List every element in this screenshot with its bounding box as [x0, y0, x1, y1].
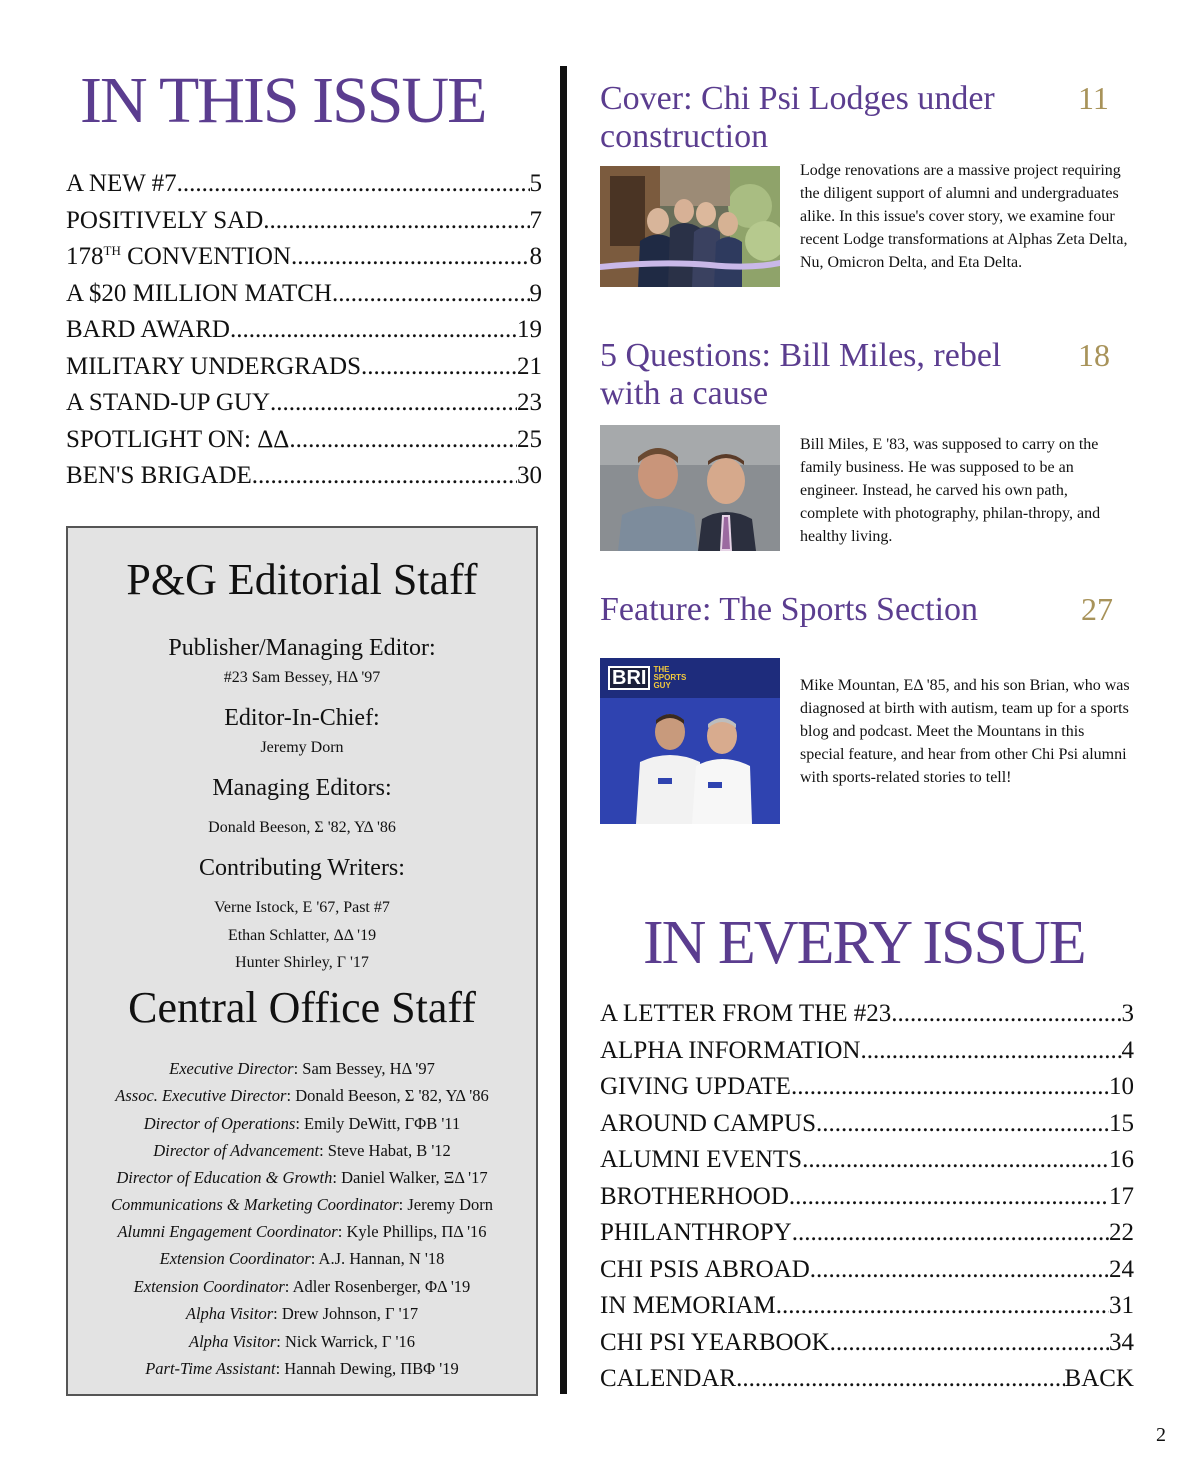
office-staff-name: : Hannah Dewing, ΠΒΦ '19 — [275, 1359, 459, 1378]
logo-sub-line: GUY — [653, 681, 671, 690]
office-staff-row — [68, 1197, 536, 1214]
office-staff-name: : Adler Rosenberger, ΦΔ '19 — [284, 1277, 471, 1296]
in-this-issue-list — [66, 170, 542, 499]
column-divider — [560, 66, 567, 1394]
toc-entry[interactable] — [66, 243, 542, 280]
toc-page: 25 — [517, 425, 542, 453]
office-staff-row — [68, 1116, 536, 1133]
bill-miles-photo[interactable] — [600, 425, 780, 551]
toc-page: 8 — [529, 243, 542, 270]
toc-label: BROTHERHOOD — [600, 1182, 789, 1210]
toc-label-rest: CONVENTION — [120, 243, 291, 270]
toc-entry[interactable] — [66, 207, 542, 244]
toc-entry[interactable] — [66, 389, 542, 426]
office-staff-name: : Daniel Walker, ΞΔ '17 — [332, 1168, 488, 1187]
toc-entry[interactable] — [600, 1110, 1134, 1147]
in-every-issue-list — [600, 1000, 1134, 1402]
logo-main-text: BRI — [608, 666, 650, 690]
sports-guy-photo[interactable] — [600, 658, 780, 824]
feature-title-cover[interactable]: Cover: Chi Psi Lodges under construction — [600, 80, 995, 155]
feature-title-sports-section[interactable]: Feature: The Sports Section — [600, 591, 979, 628]
office-staff-name: : Steve Habat, Β '12 — [319, 1141, 451, 1160]
toc-leader — [891, 1000, 1121, 1028]
office-staff-title: Alpha Visitor — [185, 1304, 274, 1323]
office-staff-title: Alpha Visitor — [189, 1332, 277, 1351]
staff-name: Donald Beeson, Σ '82, ΥΔ '86 — [208, 819, 396, 836]
toc-leader — [810, 1256, 1109, 1284]
toc-label: CALENDAR — [600, 1365, 737, 1392]
toc-leader — [789, 1183, 1109, 1211]
toc-leader — [230, 316, 517, 344]
toc-entry[interactable] — [600, 1292, 1134, 1329]
toc-leader — [263, 207, 529, 235]
feature-summary-cover: Lodge renovations are a massive project requiring the diligent support of alumni and undergraduates alike. In this issue's cover story, we examine four recent Lodge transformations at Alphas Zeta Delta, Nu, Omicron Delta, and Eta Delta. — [800, 162, 1128, 271]
editorial-staff-heading: P&G Editorial Staff — [126, 555, 478, 604]
bill-miles-illustration — [600, 425, 780, 551]
toc-entry[interactable] — [600, 1329, 1134, 1366]
toc-leader — [792, 1219, 1109, 1247]
toc-leader — [860, 1037, 1121, 1065]
toc-entry[interactable] — [66, 426, 542, 463]
toc-label: PHILANTHROPY — [600, 1219, 792, 1246]
toc-page: 9 — [529, 279, 542, 307]
toc-leader — [270, 389, 517, 417]
office-staff-name: : Emily DeWitt, ΓΦΒ '11 — [295, 1114, 461, 1133]
toc-leader — [289, 426, 517, 454]
office-staff-name: : Kyle Phillips, ΠΔ '16 — [337, 1222, 487, 1241]
lodge-ribbon-cutting-illustration — [600, 166, 780, 287]
in-every-issue-heading: IN EVERY ISSUE — [643, 909, 1085, 977]
logo-subtext — [653, 666, 686, 690]
toc-entry[interactable] — [600, 1146, 1134, 1183]
office-staff-title: Communications & Marketing Coordinator — [110, 1195, 399, 1214]
office-staff-row — [68, 1170, 536, 1187]
office-staff-name: : Sam Bessey, HΔ '97 — [293, 1059, 435, 1078]
staff-name: Jeremy Dorn — [260, 739, 344, 756]
staff-name: Verne Istock, E '67, Past #7 — [214, 899, 390, 916]
office-staff-row — [68, 1061, 536, 1078]
toc-leader — [361, 353, 517, 381]
toc-page: 30 — [517, 462, 542, 489]
toc-label: CHI PSI YEARBOOK — [600, 1328, 830, 1356]
toc-label: IN MEMORIAM — [600, 1292, 776, 1319]
toc-leader — [291, 243, 530, 271]
toc-leader — [776, 1292, 1109, 1320]
toc-entry[interactable] — [66, 280, 542, 317]
toc-entry[interactable] — [600, 1256, 1134, 1293]
office-staff-row — [68, 1361, 536, 1378]
toc-label: A LETTER FROM THE #23 — [600, 1000, 892, 1027]
toc-entry[interactable] — [600, 1183, 1134, 1220]
toc-page: 21 — [517, 352, 542, 380]
toc-entry[interactable] — [600, 1073, 1134, 1110]
toc-leader — [332, 280, 530, 308]
toc-page: 22 — [1109, 1219, 1134, 1246]
toc-label: A $20 MILLION MATCH — [66, 279, 332, 307]
office-staff-title: Extension Coordinator — [133, 1277, 285, 1296]
office-staff-row — [68, 1334, 536, 1351]
staff-name: Ethan Schlatter, ΔΔ '19 — [227, 927, 377, 944]
toc-entry[interactable] — [66, 353, 542, 390]
toc-label: BEN'S BRIGADE — [66, 462, 252, 489]
central-office-heading: Central Office Staff — [128, 983, 476, 1032]
office-staff-title: Extension Coordinator — [159, 1249, 311, 1268]
office-staff-row — [68, 1088, 536, 1105]
in-this-issue-heading: IN THIS ISSUE — [80, 64, 486, 137]
toc-page: 17 — [1109, 1182, 1134, 1210]
toc-page: 7 — [529, 206, 542, 234]
toc-page: 19 — [517, 316, 542, 343]
office-staff-name: : Nick Warrick, Γ '16 — [276, 1332, 415, 1351]
toc-leader — [830, 1329, 1109, 1357]
toc-page: 15 — [1109, 1109, 1134, 1137]
toc-label: ALUMNI EVENTS — [600, 1146, 803, 1173]
office-staff-title: Director of Advancement — [153, 1141, 320, 1160]
page-number: 2 — [1156, 1424, 1166, 1446]
toc-entry[interactable] — [600, 1000, 1134, 1037]
feature-page-sports-section: 27 — [1081, 591, 1113, 627]
toc-leader — [802, 1146, 1109, 1174]
toc-leader — [791, 1073, 1109, 1101]
toc-page: 4 — [1121, 1036, 1134, 1064]
office-staff-name: : Donald Beeson, Σ '82, ΥΔ '86 — [286, 1086, 489, 1105]
toc-leader — [177, 170, 530, 198]
office-staff-row — [68, 1251, 536, 1268]
toc-page: 5 — [529, 170, 542, 197]
toc-entry[interactable] — [66, 462, 542, 499]
office-staff-row — [68, 1224, 536, 1241]
feature-summary-5-questions: Bill Miles, E '83, was supposed to carry on the family business. He was supposed to be an engineer. Instead, he carved his own path, complete with photography, philan-thropy, and healthy living. — [800, 436, 1101, 545]
role-heading: Managing Editors: — [212, 775, 392, 801]
staff-name: #23 Sam Bessey, HΔ '97 — [223, 669, 381, 686]
office-staff-name: : A.J. Hannan, N '18 — [310, 1249, 445, 1268]
lodge-ribbon-cutting-photo[interactable] — [600, 166, 780, 287]
office-staff-title: Alumni Engagement Coordinator — [117, 1222, 338, 1241]
toc-label: GIVING UPDATE — [600, 1073, 791, 1100]
logo-sub-line: SPORTS — [653, 673, 687, 682]
toc-page: 16 — [1109, 1146, 1134, 1173]
toc-label: BARD AWARD — [66, 316, 230, 343]
toc-entry[interactable] — [600, 1037, 1134, 1074]
logo-sub-line: THE — [653, 665, 670, 674]
toc-entry[interactable] — [66, 170, 542, 207]
toc-page: 24 — [1109, 1255, 1134, 1283]
toc-entry[interactable] — [600, 1219, 1134, 1256]
staff-box — [66, 526, 538, 1396]
toc-page: 10 — [1109, 1073, 1134, 1100]
toc-label: SPOTLIGHT ON: ΔΔ — [66, 425, 290, 453]
toc-page: 31 — [1109, 1292, 1134, 1319]
staff-name: Hunter Shirley, Γ '17 — [235, 954, 369, 971]
feature-title-5-questions[interactable]: 5 Questions: Bill Miles, rebel with a cause — [600, 337, 1002, 412]
toc-label: AROUND CAMPUS — [600, 1109, 817, 1137]
role-heading: Contributing Writers: — [199, 855, 405, 881]
toc-label: POSITIVELY SAD — [66, 206, 264, 234]
office-staff-title: Part-Time Assistant — [145, 1359, 276, 1378]
role-heading: Publisher/Managing Editor: — [168, 635, 436, 661]
office-staff-row — [68, 1279, 536, 1296]
feature-page-5-questions: 18 — [1078, 337, 1110, 373]
toc-label: ALPHA INFORMATION — [600, 1036, 861, 1064]
toc-page: 34 — [1109, 1328, 1134, 1356]
toc-label: A STAND-UP GUY — [66, 389, 271, 416]
toc-page: 23 — [517, 389, 542, 416]
mountans-illustration — [600, 698, 780, 824]
toc-label: MILITARY UNDERGRADS — [66, 352, 361, 380]
toc-label — [66, 243, 291, 271]
office-staff-name: : Drew Johnson, Γ '17 — [273, 1304, 419, 1323]
toc-leader — [252, 462, 517, 490]
feature-page-cover: 11 — [1078, 80, 1109, 116]
office-staff-title: Assoc. Executive Director — [115, 1086, 287, 1105]
office-staff-title: Executive Director — [169, 1059, 294, 1078]
toc-label: A NEW #7 — [66, 170, 177, 197]
bri-sports-guy-logo — [608, 666, 686, 690]
toc-leader — [816, 1110, 1109, 1138]
office-staff-row — [68, 1143, 536, 1160]
toc-leader — [736, 1365, 1064, 1393]
toc-page: 3 — [1121, 1000, 1134, 1027]
toc-page: BACK — [1064, 1365, 1134, 1392]
feature-summary-sports-section: Mike Mountan, EΔ '85, and his son Brian, who was diagnosed at birth with autism, team up for a sports blog and podcast. Meet the Mountans in this special feature, and hear from other Chi Psi alumni with sports-related stories to tell! — [800, 677, 1130, 786]
toc-entry[interactable] — [66, 316, 542, 353]
toc-label-superscript: TH — [103, 243, 121, 258]
toc-label: CHI PSIS ABROAD — [600, 1255, 810, 1283]
office-staff-title: Director of Education & Growth — [116, 1168, 333, 1187]
office-staff-name: : Jeremy Dorn — [398, 1195, 494, 1214]
toc-label-number: 178 — [66, 243, 104, 270]
toc-entry[interactable] — [600, 1365, 1134, 1402]
office-staff-row — [68, 1306, 536, 1323]
role-heading: Editor-In-Chief: — [224, 705, 380, 731]
office-staff-title: Director of Operations — [143, 1114, 296, 1133]
